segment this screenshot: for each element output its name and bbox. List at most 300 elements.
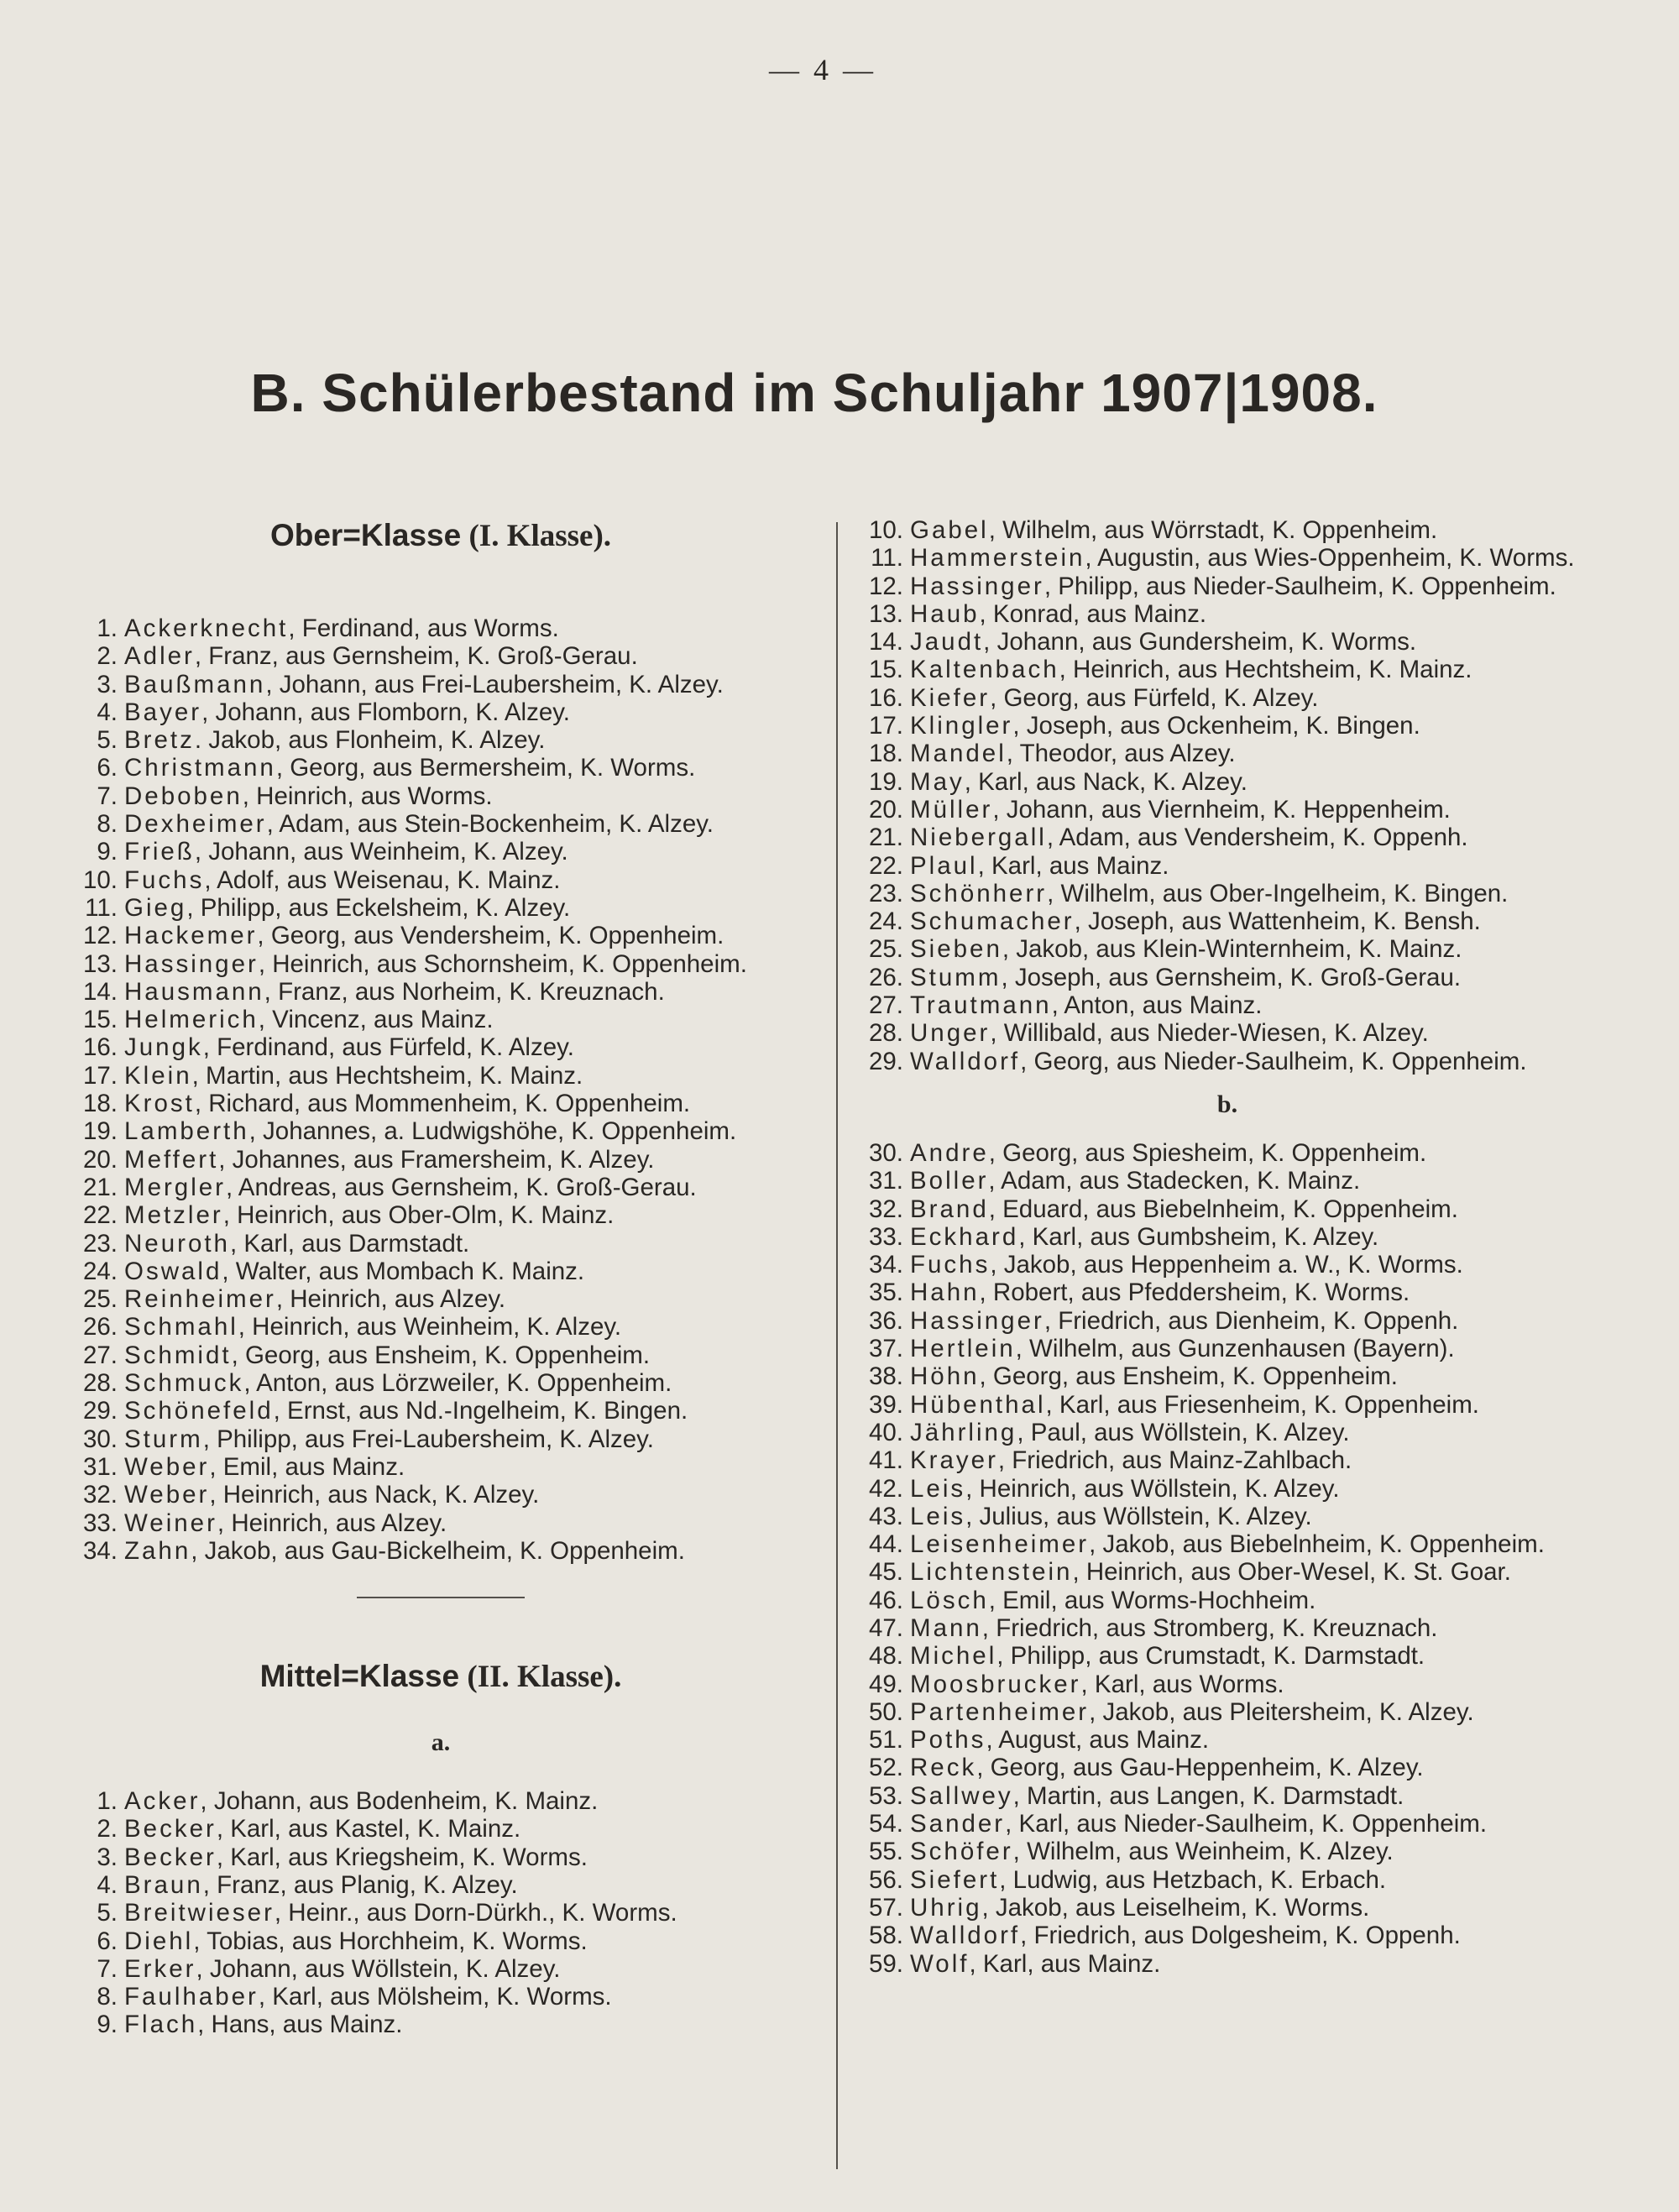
entry-number: 25. xyxy=(82,1285,118,1314)
student-details: , Philipp, aus Frei-Laubersheim, K. Alzey. xyxy=(202,1425,654,1453)
list-item xyxy=(81,1285,801,1313)
student-details: , Friedrich, aus Dienheim, K. Oppenh. xyxy=(1043,1306,1459,1335)
list-item xyxy=(866,1223,1588,1251)
list-item xyxy=(81,2011,801,2038)
list-item xyxy=(866,824,1588,851)
list-item xyxy=(81,894,801,922)
entry-number: 29. xyxy=(82,1397,118,1425)
list-item xyxy=(81,1258,801,1285)
entry-number: 14. xyxy=(82,977,118,1006)
student-details: , Adolf, aus Weisenau, K. Mainz. xyxy=(204,865,561,894)
page-number: — 4 — xyxy=(769,53,876,86)
list-item xyxy=(866,740,1588,767)
student-surname: Höhn xyxy=(910,1362,980,1391)
student-details: , Ferdinand, aus Fürfeld, K. Alzey. xyxy=(202,1033,574,1062)
entry-number: 57. xyxy=(868,1893,903,1922)
ober-klasse-heading: Ober=Klasse (I. Klasse). xyxy=(269,518,612,553)
student-details: , Georg, aus Vendersheim, K. Oppenheim. xyxy=(257,922,724,950)
student-details: , Franz, aus Gernsheim, K. Groß-Gerau. xyxy=(194,642,638,671)
entry-number: 35. xyxy=(868,1279,903,1307)
list-item xyxy=(866,1419,1588,1446)
student-details: , Jakob, aus Biebelnheim, K. Oppenheim. xyxy=(1089,1530,1545,1559)
entry-number: 3. xyxy=(97,1843,118,1871)
entry-number: 17. xyxy=(868,712,903,740)
student-details: , Heinrich, aus Alzey. xyxy=(217,1509,447,1537)
student-details: , Franz, aus Norheim, K. Kreuznach. xyxy=(264,977,665,1006)
list-item xyxy=(81,1787,801,1815)
list-item xyxy=(866,1726,1588,1754)
student-details: , Johann, aus Frei-Laubersheim, K. Alzey. xyxy=(265,670,724,698)
student-surname: Müller xyxy=(910,795,993,824)
student-details: , Georg, aus Gau-Heppenheim, K. Alzey. xyxy=(976,1754,1424,1782)
student-details: , Johann, aus Bodenheim, K. Mainz. xyxy=(200,1787,599,1816)
student-details: , Jakob, aus Pleitersheim, K. Alzey. xyxy=(1089,1697,1474,1726)
student-details: , Adam, aus Stadecken, K. Mainz. xyxy=(988,1167,1361,1195)
student-surname: Moosbrucker xyxy=(910,1670,1081,1698)
student-surname: Boller xyxy=(910,1167,989,1195)
student-surname: Lamberth xyxy=(124,1117,249,1146)
list-item xyxy=(866,1698,1588,1726)
entry-number: 33. xyxy=(868,1222,903,1251)
student-details: , Heinrich, aus Wöllstein, K. Alzey. xyxy=(965,1474,1340,1503)
list-item xyxy=(866,1335,1588,1362)
student-surname: Gieg xyxy=(124,893,187,922)
list-item xyxy=(81,1453,801,1481)
entry-number: 16. xyxy=(82,1033,118,1062)
student-surname: Mann xyxy=(910,1613,982,1642)
student-surname: Jungk xyxy=(124,1033,203,1062)
student-details: , Hans, aus Mainz. xyxy=(197,2011,403,2039)
student-details: , Jakob, aus Gau-Bickelheim, K. Oppenheim. xyxy=(191,1536,685,1565)
entry-number: 26. xyxy=(82,1313,118,1341)
student-surname: Erker xyxy=(124,1954,196,1983)
entry-number: 18. xyxy=(868,740,903,768)
student-details: , Heinrich, aus Schornsheim, K. Oppenheim. xyxy=(258,949,747,978)
student-details: , Karl, aus Darmstadt. xyxy=(229,1229,470,1258)
student-surname: Leis xyxy=(910,1474,966,1503)
entry-number: 12. xyxy=(868,572,903,600)
mittel-klasse-list-b xyxy=(866,1139,1588,1978)
list-item xyxy=(81,1062,801,1090)
entry-number: 21. xyxy=(868,824,903,852)
student-details: , Ludwig, aus Hetzbach, K. Erbach. xyxy=(999,1865,1387,1894)
student-details: , Heinrich, aus Ober-Olm, K. Mainz. xyxy=(222,1201,615,1230)
entry-number: 30. xyxy=(868,1138,903,1167)
student-surname: Adler xyxy=(124,642,195,671)
student-surname: Fuchs xyxy=(910,1251,991,1279)
list-item xyxy=(866,1810,1588,1838)
student-details: , Wilhelm, aus Ober-Ingelheim, K. Bingen. xyxy=(1047,879,1509,907)
student-surname: Michel xyxy=(910,1642,997,1671)
list-item xyxy=(866,1530,1588,1558)
student-surname: Leisenheimer xyxy=(910,1530,1090,1559)
list-item xyxy=(81,1509,801,1537)
entry-number: 44. xyxy=(868,1530,903,1559)
list-item xyxy=(81,866,801,894)
list-item xyxy=(866,768,1588,796)
student-details: , Franz, aus Planig, K. Alzey. xyxy=(202,1870,518,1899)
list-item xyxy=(81,1983,801,2011)
mittel-klasse-list-a-right xyxy=(866,516,1588,1075)
student-details: , Anton, aus Lörzweiler, K. Oppenheim. xyxy=(243,1369,672,1398)
entry-number: 40. xyxy=(868,1418,903,1446)
student-surname: Weiner xyxy=(124,1509,217,1537)
entry-number: 32. xyxy=(82,1481,118,1509)
entry-number: 32. xyxy=(868,1195,903,1223)
student-details: , Martin, aus Hechtsheim, K. Mainz. xyxy=(191,1061,583,1090)
student-surname: Bayer xyxy=(124,698,202,726)
section-divider xyxy=(357,1597,525,1598)
entry-number: 15. xyxy=(868,656,903,684)
subsection-a-label: a. xyxy=(431,1728,451,1757)
list-item xyxy=(81,1871,801,1899)
list-item xyxy=(866,1782,1588,1810)
student-details: , Friedrich, aus Dolgesheim, K. Oppenh. xyxy=(1020,1922,1461,1950)
list-item xyxy=(866,1838,1588,1865)
student-details: , Wilhelm, aus Wörrstadt, K. Oppenheim. xyxy=(988,516,1438,544)
student-details: , Augustin, aus Wies-Oppenheim, K. Worms. xyxy=(1085,544,1575,573)
student-surname: Becker xyxy=(124,1843,217,1871)
student-details: , Georg, aus Ensheim, K. Oppenheim. xyxy=(979,1362,1399,1391)
student-surname: Schöfer xyxy=(910,1838,1013,1866)
student-details: , Johann, aus Viernheim, K. Heppenheim. xyxy=(992,795,1451,824)
student-details: , Paul, aus Wöllstein, K. Alzey. xyxy=(1017,1418,1350,1446)
student-details: , Joseph, aus Ockenheim, K. Bingen. xyxy=(1012,712,1420,740)
list-item xyxy=(866,1391,1588,1419)
list-item xyxy=(866,573,1588,600)
entry-number: 16. xyxy=(868,683,903,712)
entry-number: 31. xyxy=(868,1167,903,1195)
entry-number: 19. xyxy=(868,767,903,796)
list-item xyxy=(866,1139,1588,1167)
entry-number: 36. xyxy=(868,1306,903,1335)
student-details: , Richard, aus Mommenheim, K. Oppenheim. xyxy=(194,1090,691,1118)
student-details: , Karl, aus Gumbsheim, K. Alzey. xyxy=(1018,1222,1379,1251)
student-surname: Weber xyxy=(124,1481,210,1509)
list-item xyxy=(81,1815,801,1843)
entry-number: 1. xyxy=(97,1787,118,1816)
student-surname: Uhrig xyxy=(910,1893,982,1922)
student-surname: Diehl xyxy=(124,1927,194,1955)
student-surname: Mandel xyxy=(910,740,1007,768)
student-surname: Reinheimer xyxy=(124,1285,276,1314)
student-surname: Ackerknecht xyxy=(124,614,289,642)
student-surname: Baußmann xyxy=(124,670,266,698)
student-details: , Joseph, aus Gernsheim, K. Groß-Gerau. xyxy=(1001,963,1462,991)
entry-number: 46. xyxy=(868,1586,903,1614)
right-column xyxy=(866,516,1588,1978)
student-surname: Jährling xyxy=(910,1418,1017,1446)
student-details: , Heinrich, aus Hechtsheim, K. Mainz. xyxy=(1059,656,1472,684)
list-item xyxy=(866,1614,1588,1642)
student-surname: Hahn xyxy=(910,1279,980,1307)
student-details: , Karl, aus Nack, K. Alzey. xyxy=(964,767,1247,796)
student-surname: Lösch xyxy=(910,1586,989,1614)
list-item xyxy=(81,1090,801,1117)
entry-number: 28. xyxy=(868,1019,903,1048)
student-details: . Jakob, aus Flonheim, K. Alzey. xyxy=(194,726,546,755)
student-surname: Schönefeld xyxy=(124,1397,274,1425)
student-details: , Heinrich, aus Nack, K. Alzey. xyxy=(209,1481,540,1509)
list-item xyxy=(866,1671,1588,1698)
student-surname: Sturm xyxy=(124,1425,203,1453)
student-details: , Joseph, aus Wattenheim, K. Bensh. xyxy=(1074,907,1481,936)
entry-number: 21. xyxy=(82,1173,118,1201)
list-item xyxy=(81,1006,801,1033)
column-divider xyxy=(836,522,838,2169)
student-surname: Schönherr xyxy=(910,879,1048,907)
entry-number: 24. xyxy=(868,907,903,936)
student-details: , Jakob, aus Heppenheim a. W., K. Worms. xyxy=(990,1251,1463,1279)
student-details: , Wilhelm, aus Weinheim, K. Alzey. xyxy=(1012,1838,1394,1866)
list-item xyxy=(866,1894,1588,1922)
student-surname: Hassinger xyxy=(124,949,259,978)
entry-number: 50. xyxy=(868,1697,903,1726)
entry-number: 48. xyxy=(868,1642,903,1671)
list-item xyxy=(866,935,1588,963)
student-surname: Poths xyxy=(910,1726,986,1754)
list-item xyxy=(866,1279,1588,1306)
student-surname: Sieben xyxy=(910,935,1002,964)
entry-number: 42. xyxy=(868,1474,903,1503)
list-item xyxy=(866,1475,1588,1503)
list-item xyxy=(81,1425,801,1453)
list-item xyxy=(866,1754,1588,1781)
list-item xyxy=(81,1230,801,1258)
student-details: , Johann, aus Wöllstein, K. Alzey. xyxy=(196,1954,561,1983)
student-surname: Helmerich xyxy=(124,1006,259,1034)
list-item xyxy=(81,1927,801,1955)
student-surname: Walldorf xyxy=(910,1047,1021,1075)
entry-number: 2. xyxy=(97,1815,118,1843)
student-details: , Philipp, aus Crumstadt, K. Darmstadt. xyxy=(996,1642,1425,1671)
entry-number: 6. xyxy=(97,1927,118,1955)
student-details: , Julius, aus Wöllstein, K. Alzey. xyxy=(965,1502,1312,1530)
list-item xyxy=(81,1146,801,1174)
list-item xyxy=(81,1843,801,1871)
student-details: , Karl, aus Friesenheim, K. Oppenheim. xyxy=(1045,1390,1479,1419)
student-surname: Bretz xyxy=(124,726,195,755)
student-details: , Johannes, a. Ludwigshöhe, K. Oppenheim. xyxy=(248,1117,737,1146)
entry-number: 15. xyxy=(82,1006,118,1034)
list-item xyxy=(81,614,801,642)
list-item xyxy=(81,1899,801,1927)
student-surname: Trautmann xyxy=(910,991,1052,1020)
student-details: , Heinrich, aus Weinheim, K. Alzey. xyxy=(238,1313,622,1341)
entry-number: 13. xyxy=(82,949,118,978)
list-item xyxy=(81,838,801,865)
entry-number: 38. xyxy=(868,1362,903,1391)
entry-number: 9. xyxy=(97,2011,118,2039)
entry-number: 4. xyxy=(97,1870,118,1899)
entry-number: 55. xyxy=(868,1838,903,1866)
student-details: , Karl, aus Mainz. xyxy=(977,851,1169,880)
student-details: , Konrad, aus Mainz. xyxy=(979,599,1207,628)
entry-number: 34. xyxy=(82,1536,118,1565)
list-item xyxy=(866,1558,1588,1586)
student-details: , Jakob, aus Klein-Winternheim, K. Mainz. xyxy=(1002,935,1462,964)
student-details: , Karl, aus Mölsheim, K. Worms. xyxy=(258,1983,612,2011)
student-surname: Eckhard xyxy=(910,1222,1019,1251)
entry-number: 29. xyxy=(868,1047,903,1075)
student-surname: Hassinger xyxy=(910,1306,1044,1335)
student-details: , Johann, aus Flomborn, K. Alzey. xyxy=(201,698,570,726)
entry-number: 24. xyxy=(82,1257,118,1285)
entry-number: 17. xyxy=(82,1061,118,1090)
entry-number: 9. xyxy=(97,838,118,866)
student-details: , Andreas, aus Gernsheim, K. Groß-Gerau. xyxy=(226,1173,697,1201)
student-surname: May xyxy=(910,767,965,796)
entry-number: 26. xyxy=(868,963,903,991)
student-details: , Karl, aus Nieder-Saulheim, K. Oppenheim. xyxy=(1005,1810,1488,1838)
subsection-b-label: b. xyxy=(1216,1090,1238,1118)
student-details: , Friedrich, aus Mainz-Zahlbach. xyxy=(997,1446,1352,1475)
entry-number: 41. xyxy=(868,1446,903,1475)
list-item xyxy=(81,1481,801,1509)
list-item xyxy=(866,1167,1588,1195)
entry-number: 23. xyxy=(868,879,903,907)
list-item xyxy=(866,1195,1588,1223)
entry-number: 31. xyxy=(82,1452,118,1481)
list-item xyxy=(866,1446,1588,1474)
student-details: , Karl, aus Kastel, K. Mainz. xyxy=(216,1815,521,1843)
mittel-klasse-heading: Mittel=Klasse (II. Klasse). xyxy=(259,1659,622,1695)
entry-number: 39. xyxy=(868,1390,903,1419)
student-surname: Leis xyxy=(910,1502,966,1530)
entry-number: 22. xyxy=(82,1201,118,1230)
student-surname: Klein xyxy=(124,1061,192,1090)
student-details: , Robert, aus Pfeddersheim, K. Worms. xyxy=(979,1279,1410,1307)
student-surname: Sander xyxy=(910,1810,1006,1838)
entry-number: 25. xyxy=(868,935,903,964)
student-surname: Andre xyxy=(910,1138,989,1167)
list-item xyxy=(866,656,1588,683)
student-details: , Theodor, aus Alzey. xyxy=(1006,740,1236,768)
student-details: , Heinrich, aus Ober-Wesel, K. St. Goar. xyxy=(1072,1558,1511,1587)
entry-number: 56. xyxy=(868,1865,903,1894)
list-item xyxy=(866,600,1588,628)
list-item xyxy=(866,1503,1588,1530)
student-surname: Faulhaber xyxy=(124,1983,259,2011)
list-item xyxy=(81,978,801,1006)
list-item xyxy=(866,1642,1588,1670)
student-details: , Emil, aus Mainz. xyxy=(209,1452,405,1481)
list-item xyxy=(866,1019,1588,1047)
entry-number: 33. xyxy=(82,1509,118,1537)
list-item xyxy=(81,754,801,782)
entry-number: 51. xyxy=(868,1726,903,1754)
list-item xyxy=(81,1369,801,1397)
entry-number: 23. xyxy=(82,1229,118,1258)
entry-number: 22. xyxy=(868,851,903,880)
student-details: , Walter, aus Mombach K. Mainz. xyxy=(222,1257,585,1285)
student-details: , Karl, aus Kriegsheim, K. Worms. xyxy=(216,1843,588,1871)
list-item xyxy=(866,964,1588,991)
list-item xyxy=(866,1307,1588,1335)
student-details: , Georg, aus Ensheim, K. Oppenheim. xyxy=(231,1341,651,1369)
list-item xyxy=(866,991,1588,1019)
entry-number: 45. xyxy=(868,1558,903,1587)
student-surname: Lichtenstein xyxy=(910,1558,1073,1587)
student-surname: Zahn xyxy=(124,1536,191,1565)
student-details: , Karl, aus Worms. xyxy=(1080,1670,1284,1698)
student-details: , Emil, aus Worms-Hochheim. xyxy=(988,1586,1316,1614)
list-item xyxy=(81,671,801,698)
list-item xyxy=(866,1950,1588,1978)
student-surname: Partenheimer xyxy=(910,1697,1090,1726)
student-surname: Plaul xyxy=(910,851,978,880)
student-surname: Mergler xyxy=(124,1173,226,1201)
entry-number: 5. xyxy=(97,726,118,755)
student-surname: Neuroth xyxy=(124,1229,230,1258)
student-details: , Georg, aus Nieder-Saulheim, K. Oppenheim. xyxy=(1020,1047,1527,1075)
list-item xyxy=(866,1362,1588,1390)
list-item xyxy=(81,698,801,726)
list-item xyxy=(866,544,1588,572)
student-surname: Flach xyxy=(124,2011,198,2039)
ober-klasse-list xyxy=(81,614,801,1565)
student-details: , Wilhelm, aus Gunzenhausen (Bayern). xyxy=(1015,1335,1455,1363)
entry-number: 37. xyxy=(868,1335,903,1363)
list-item xyxy=(866,1587,1588,1614)
list-item xyxy=(81,922,801,949)
student-details: , Adam, aus Stein-Bockenheim, K. Alzey. xyxy=(266,810,714,839)
entry-number: 13. xyxy=(868,599,903,628)
student-surname: Stumm xyxy=(910,963,1002,991)
student-surname: Schmuck xyxy=(124,1369,244,1398)
student-surname: Meffert xyxy=(124,1145,219,1174)
student-surname: Reck xyxy=(910,1754,977,1782)
entry-number: 14. xyxy=(868,628,903,656)
list-item xyxy=(866,1251,1588,1279)
student-details: , Friedrich, aus Stromberg, K. Kreuznach. xyxy=(981,1613,1438,1642)
student-surname: Fuchs xyxy=(124,865,205,894)
student-surname: Christmann xyxy=(124,754,276,782)
list-item xyxy=(81,1341,801,1369)
student-surname: Schmidt xyxy=(124,1341,232,1369)
student-surname: Kaltenbach xyxy=(910,656,1059,684)
student-details: , Johann, aus Gundersheim, K. Worms. xyxy=(983,628,1417,656)
student-surname: Walldorf xyxy=(910,1922,1021,1950)
list-item xyxy=(81,1397,801,1425)
student-surname: Haub xyxy=(910,599,980,628)
entry-number: 20. xyxy=(868,795,903,824)
student-surname: Wolf xyxy=(910,1949,970,1978)
student-surname: Gabel xyxy=(910,516,989,544)
mittel-klasse-list-a-left xyxy=(81,1787,801,2039)
student-details: , Jakob, aus Leiselheim, K. Worms. xyxy=(981,1893,1370,1922)
student-surname: Kiefer xyxy=(910,683,991,712)
entry-number: 2. xyxy=(97,642,118,671)
entry-number: 5. xyxy=(97,1899,118,1927)
student-surname: Oswald xyxy=(124,1257,222,1285)
entry-number: 27. xyxy=(868,991,903,1020)
student-surname: Krayer xyxy=(910,1446,998,1475)
student-details: , Johannes, aus Framersheim, K. Alzey. xyxy=(218,1145,655,1174)
student-details: , Martin, aus Langen, K. Darmstadt. xyxy=(1012,1781,1404,1810)
list-item xyxy=(866,712,1588,740)
student-surname: Jaudt xyxy=(910,628,984,656)
list-item xyxy=(866,684,1588,712)
student-surname: Hübenthal xyxy=(910,1390,1046,1419)
entry-number: 27. xyxy=(82,1341,118,1369)
list-item xyxy=(866,516,1588,544)
student-details: , Georg, aus Fürfeld, K. Alzey. xyxy=(990,683,1319,712)
student-surname: Niebergall xyxy=(910,824,1047,852)
entry-number: 8. xyxy=(97,810,118,839)
entry-number: 34. xyxy=(868,1251,903,1279)
list-item xyxy=(81,642,801,670)
